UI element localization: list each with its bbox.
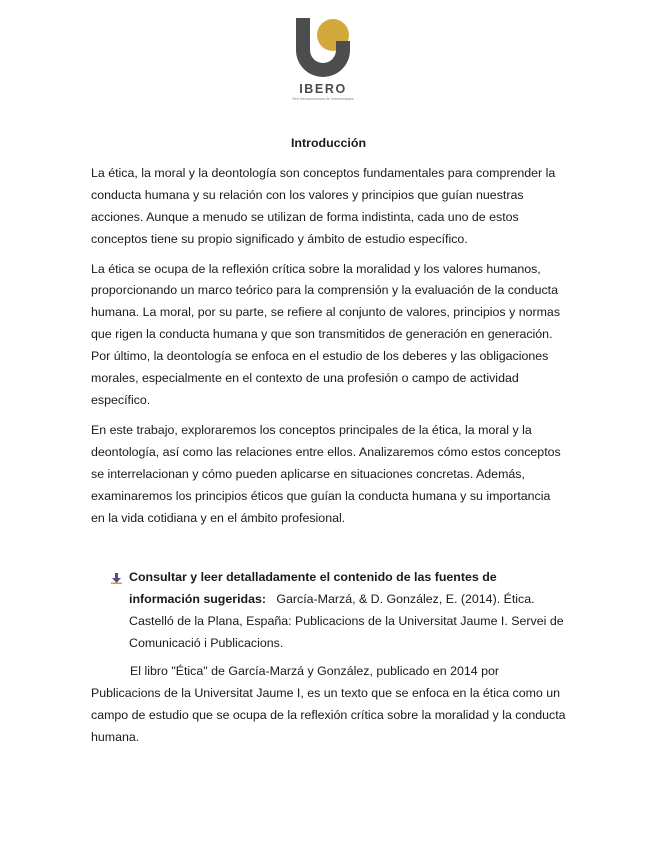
document-body: [91, 133, 566, 749]
arrow-bullet-icon: [91, 567, 129, 655]
logo-wordmark: IBERO: [299, 82, 347, 96]
bullet-item: [91, 567, 566, 655]
logo-tagline: Red Iberoamericana de Universidades: [292, 97, 354, 101]
bullet-bold-text: Consultar y leer detalladamente el contenido de las fuentes de información sugeridas:: [129, 570, 497, 607]
closing-paragraph: El libro "Ética" de García-Marzá y González, publicado en 2014 por Publicacions de la Universitat Jaume I, es un texto que se enfoca en la ética como un campo de estudio que se ocupa de la reflexión crítica sobre la moralidad y la conducta humana.: [91, 664, 566, 744]
paragraph: En este trabajo, exploraremos los conceptos principales de la ética, la moral y la deontología, así como las relaciones entre ellos. Analizaremos cómo estos conceptos se interrelacionan y cómo pueden aplicarse en situaciones concretas. Además, examinaremos los principios éticos que guían la conducta humana y su importancia en la vida cotidiana y en el ámbito profesional.: [91, 422, 561, 525]
ibero-logo-icon: [292, 14, 354, 80]
ibero-logo: [292, 14, 354, 101]
paragraph: La ética se ocupa de la reflexión crítica sobre la moralidad y los valores humanos, proporcionando un marco teórico para la comprensión y la evaluación de la conducta humana. La moral, por su parte, se refiere al conjunto de valores, principios y normas que rigen la conducta humana y que son transmitidos de generación en generación. Por último, la deontología se enfoca en el estudio de los deberes y las obligaciones morales, especialmente en el contexto de una profesión o campo de actividad específico.: [91, 261, 561, 407]
document-title: Introducción: [290, 136, 367, 150]
bullet-reference: García-Marzá, & D. González, E. (2014). Ética. Castelló de la Plana, España: Publicacions de la Universitat Jaume I. Servei de Comunicació i Publicacions.: [129, 592, 564, 651]
bullet-text: [129, 567, 566, 655]
paragraph: La ética, la moral y la deontología son conceptos fundamentales para comprender la conducta humana y su relación con los valores y principios que guían nuestras acciones. Aunque a menudo se utilizan de forma indistinta, cada uno de estos conceptos tiene su propio significado y ámbito de estudio específico.: [91, 165, 556, 246]
